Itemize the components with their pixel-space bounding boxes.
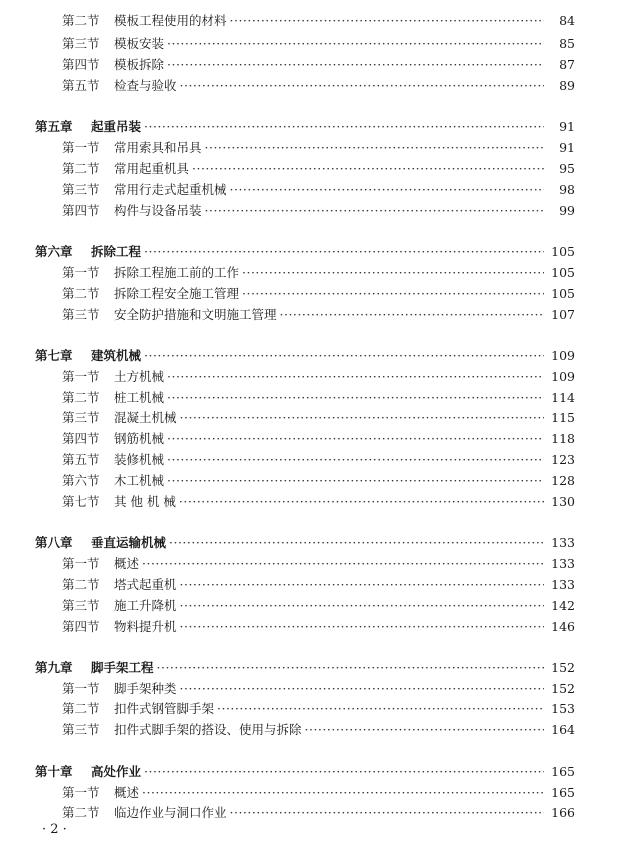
toc-section-row [62,491,575,512]
dot-leader [305,719,544,740]
dot-leader [180,595,544,616]
toc-section-row [62,470,575,491]
dot-leader [242,283,544,304]
section-number: 第一节 [62,785,100,800]
page-reference: 165 [551,764,575,779]
section-title: 常用起重机具 [114,161,190,176]
page-reference: 130 [551,494,575,509]
page-reference: 105 [551,265,575,280]
section-number: 第四节 [62,203,100,218]
section-number: 第一节 [62,265,100,280]
dot-leader [167,33,544,54]
dot-leader [180,678,544,699]
dot-leader [167,449,544,470]
dot-leader [280,304,544,325]
section-title: 物料提升机 [114,619,177,634]
section-title: 脚手架种类 [114,681,177,696]
toc-section-row [62,33,575,54]
toc-section-row [62,553,575,574]
section-number: 第四节 [62,431,100,446]
section-number: 第六节 [62,473,100,488]
section-number: 第二节 [62,701,100,716]
toc-section-row [62,158,575,179]
section-number: 第一节 [62,681,100,696]
section-number: 第五节 [62,78,100,93]
section-number: 第三节 [62,410,100,425]
section-number: 第三节 [62,307,100,322]
chapter-title: 脚手架工程 [91,660,154,675]
toc-chapter-row [35,116,575,137]
toc-chapter-row [35,241,575,262]
section-title: 混凝土机械 [114,410,177,425]
dot-leader [205,200,544,221]
section-number: 第二节 [62,577,100,592]
dot-leader [144,241,544,262]
page-reference: 133 [551,535,575,550]
page-reference: 91 [559,119,575,134]
page-reference: 166 [551,805,575,820]
section-number: 第四节 [62,57,100,72]
page-reference: 87 [559,57,575,72]
page-reference: 85 [559,36,575,51]
dot-leader [230,10,544,31]
section-title: 土方机械 [114,369,165,384]
dot-leader [242,262,544,283]
dot-leader [180,616,544,637]
page-reference: 123 [551,452,575,467]
page-reference: 142 [551,598,575,613]
section-title: 木工机械 [114,473,165,488]
section-title: 常用索具和吊具 [114,140,202,155]
page-reference: 133 [551,577,575,592]
dot-leader [144,761,544,782]
section-number: 第二节 [62,161,100,176]
toc-chapter-row [35,532,575,553]
dot-leader [142,782,544,803]
page-reference: 118 [551,431,575,446]
toc-chapter-row [35,345,575,366]
toc-section-row [62,366,575,387]
dot-leader [192,158,544,179]
page-reference: 128 [551,473,575,488]
dot-leader [205,137,544,158]
chapter-title: 高处作业 [91,764,142,779]
toc-section-row [62,698,575,719]
dot-leader [167,387,544,408]
section-title: 扣件式脚手架的搭设、使用与拆除 [114,722,302,737]
section-number: 第二节 [62,13,100,28]
toc-section-row [62,304,575,325]
toc-section-row [62,75,575,96]
toc-section-row [62,449,575,470]
chapter-number: 第九章 [35,660,73,675]
page-reference: 165 [551,785,575,800]
section-title: 常用行走式起重机械 [114,182,227,197]
toc-section-row [62,200,575,221]
page-reference: 89 [559,78,575,93]
section-title: 模板拆除 [114,57,165,72]
page-reference: 107 [551,307,575,322]
section-number: 第一节 [62,140,100,155]
section-number: 第二节 [62,390,100,405]
page-reference: 153 [551,701,575,716]
section-title: 钢筋机械 [114,431,165,446]
toc-chapter-row [35,657,575,678]
page-reference: 91 [559,140,575,155]
section-title: 其 他 机 械 [114,494,176,509]
toc-section-row [62,407,575,428]
section-number: 第四节 [62,619,100,634]
dot-leader [167,54,544,75]
toc-section-row [62,10,575,31]
section-number: 第一节 [62,369,100,384]
page-reference: 115 [551,410,575,425]
chapter-title: 建筑机械 [91,348,142,363]
dot-leader [230,802,544,823]
dot-leader [167,428,544,449]
dot-leader [157,657,544,678]
section-title: 概述 [114,785,140,800]
page-number: · 2 · [42,822,67,837]
section-number: 第三节 [62,722,100,737]
toc-section-row [62,54,575,75]
section-title: 拆除工程安全施工管理 [114,286,240,301]
page-reference: 98 [559,182,575,197]
chapter-title: 拆除工程 [91,244,142,259]
section-title: 临边作业与洞口作业 [114,805,227,820]
toc-section-row [62,574,575,595]
toc-section-row [62,262,575,283]
section-title: 安全防护措施和文明施工管理 [114,307,277,322]
toc-section-row [62,782,575,803]
dot-leader [180,407,544,428]
chapter-number: 第八章 [35,535,73,550]
toc-section-row [62,719,575,740]
section-title: 塔式起重机 [114,577,177,592]
page-reference: 95 [559,161,575,176]
dot-leader [167,366,544,387]
section-title: 桩工机械 [114,390,165,405]
section-title: 拆除工程施工前的工作 [114,265,240,280]
toc-chapter-row [35,761,575,782]
dot-leader [180,75,544,96]
dot-leader [180,574,544,595]
section-number: 第二节 [62,286,100,301]
page-reference: 99 [559,203,575,218]
page-reference: 146 [551,619,575,634]
section-title: 模板安装 [114,36,165,51]
section-title: 检查与验收 [114,78,177,93]
page-reference: 114 [551,390,575,405]
section-number: 第二节 [62,805,100,820]
chapter-number: 第七章 [35,348,73,363]
chapter-number: 第五章 [35,119,73,134]
section-title: 模板工程使用的材料 [114,13,227,28]
toc-section-row [62,428,575,449]
section-title: 施工升降机 [114,598,177,613]
section-number: 第三节 [62,598,100,613]
page-reference: 133 [551,556,575,571]
dot-leader [142,553,544,574]
toc-section-row [62,678,575,699]
page-reference: 152 [551,681,575,696]
page-reference: 109 [551,369,575,384]
dot-leader [144,345,544,366]
section-number: 第一节 [62,556,100,571]
toc-section-row [62,283,575,304]
page-reference: 105 [551,286,575,301]
chapter-title: 起重吊装 [91,119,142,134]
toc-section-row [62,595,575,616]
page-reference: 164 [551,722,575,737]
section-number: 第五节 [62,452,100,467]
dot-leader [217,698,544,719]
section-title: 构件与设备吊装 [114,203,202,218]
section-title: 概述 [114,556,140,571]
toc-section-row [62,387,575,408]
toc-section-row [62,616,575,637]
dot-leader [144,116,544,137]
page-reference: 84 [559,13,575,28]
toc-section-row [62,137,575,158]
page-reference: 109 [551,348,575,363]
toc-section-row [62,802,575,823]
dot-leader [169,532,544,553]
section-number: 第七节 [62,494,100,509]
chapter-number: 第六章 [35,244,73,259]
chapter-number: 第十章 [35,764,73,779]
page-reference: 152 [551,660,575,675]
dot-leader [167,470,544,491]
toc-section-row [62,179,575,200]
section-title: 扣件式钢管脚手架 [114,701,215,716]
section-number: 第三节 [62,182,100,197]
dot-leader [179,491,544,512]
dot-leader [230,179,544,200]
page-reference: 105 [551,244,575,259]
section-number: 第三节 [62,36,100,51]
section-title: 装修机械 [114,452,165,467]
chapter-title: 垂直运输机械 [91,535,167,550]
